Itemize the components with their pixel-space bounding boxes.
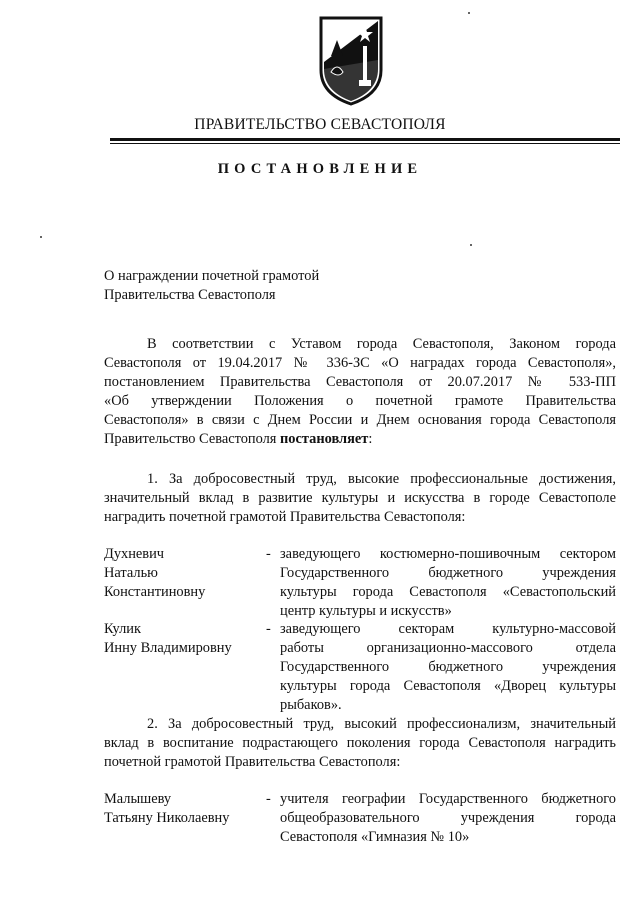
item-line: значительный вклад в развитие культуры и искусства в городе Севастополе <box>104 490 616 506</box>
dash: - <box>266 546 271 562</box>
dash: - <box>266 791 271 807</box>
position-line: заведующего секторам культурно-массовой <box>280 621 616 637</box>
awardee-name <box>104 545 274 602</box>
item-2 <box>104 715 616 772</box>
scan-speck <box>470 244 472 246</box>
awardee-name-line: Малышеву <box>104 791 172 807</box>
preamble-line: Севастополя» в связи с Днем России и Днем основания города Севастополя <box>104 412 616 428</box>
position-line: центр культуры и искусств» <box>280 603 452 619</box>
position-line: Государственного бюджетного учреждения <box>280 565 616 581</box>
position-line: общеобразовательного учреждения города <box>280 810 616 826</box>
item-line: 1. За добросовестный труд, высокие профессиональные достижения, <box>147 471 616 487</box>
scan-speck <box>468 12 470 14</box>
preamble <box>104 335 616 449</box>
awardee-name-line: Кулик <box>104 621 141 637</box>
preamble-line: «Об утверждении Положения о почетной грамоте Правительства <box>104 393 616 409</box>
position-line: учителя географии Государственного бюджетного <box>280 791 616 807</box>
awardee-name-line: Инну Владимировну <box>104 640 232 656</box>
awardee-name <box>104 620 274 658</box>
preamble-line: постановлением Правительства Севастополя от 20.07.2017 № 533-ПП <box>104 374 616 390</box>
item-line: вклад в воспитание подрастающего поколения города Севастополя наградить <box>104 735 616 751</box>
awardee-name-line: Наталью <box>104 565 158 581</box>
awardee-position <box>280 790 616 847</box>
item-line: наградить почетной грамотой Правительства Севастополя: <box>104 509 466 525</box>
position-line: работы организационно-массового отдела <box>280 640 616 656</box>
preamble-text: : <box>368 431 373 447</box>
preamble-line <box>104 430 616 449</box>
position-line: заведующего костюмерно-пошивочным сектором <box>280 546 616 562</box>
item-line: почетной грамотой Правительства Севастополя: <box>104 754 401 770</box>
awardee-name <box>104 790 274 828</box>
awardee-position <box>280 620 616 715</box>
item-line: 2. За добросовестный труд, высокий профессионализм, значительный <box>147 716 616 732</box>
subject-line: О награждении почетной грамотой <box>104 268 320 284</box>
scan-speck <box>40 236 42 238</box>
preamble-line: Севастополя от 19.04.2017 № 336-ЗС «О наградах города Севастополя», <box>104 355 616 371</box>
header-rule-thin <box>110 143 620 144</box>
awardee-name-line: Духневич <box>104 546 165 562</box>
awardee-name-line: Татьяну Николаевну <box>104 810 230 826</box>
decree-verb: постановляет <box>280 431 369 447</box>
document-type: ПОСТАНОВЛЕНИЕ <box>217 161 423 177</box>
awardee-name-line: Константиновну <box>104 584 206 600</box>
position-line: Севастополя «Гимназия № 10» <box>280 829 470 845</box>
government-title: ПРАВИТЕЛЬСТВО СЕВАСТОПОЛЯ <box>194 116 446 133</box>
dash: - <box>266 621 271 637</box>
awardee-position <box>280 545 616 621</box>
preamble-text: Правительство Севастополя <box>104 431 280 447</box>
subject-line: Правительства Севастополя <box>104 287 276 303</box>
document-subject <box>104 267 424 305</box>
position-line: рыбаков». <box>280 697 342 713</box>
position-line: Государственного бюджетного учреждения <box>280 659 616 675</box>
header-rule-thick <box>110 138 620 141</box>
position-line: культуры города Севастополя «Дворец культуры <box>280 678 616 694</box>
sevastopol-coat-of-arms-icon <box>317 12 385 106</box>
position-line: культуры города Севастополя «Севастопольский <box>280 584 616 600</box>
item-1 <box>104 470 616 527</box>
preamble-line: В соответствии с Уставом города Севастополя, Законом города <box>147 336 616 352</box>
